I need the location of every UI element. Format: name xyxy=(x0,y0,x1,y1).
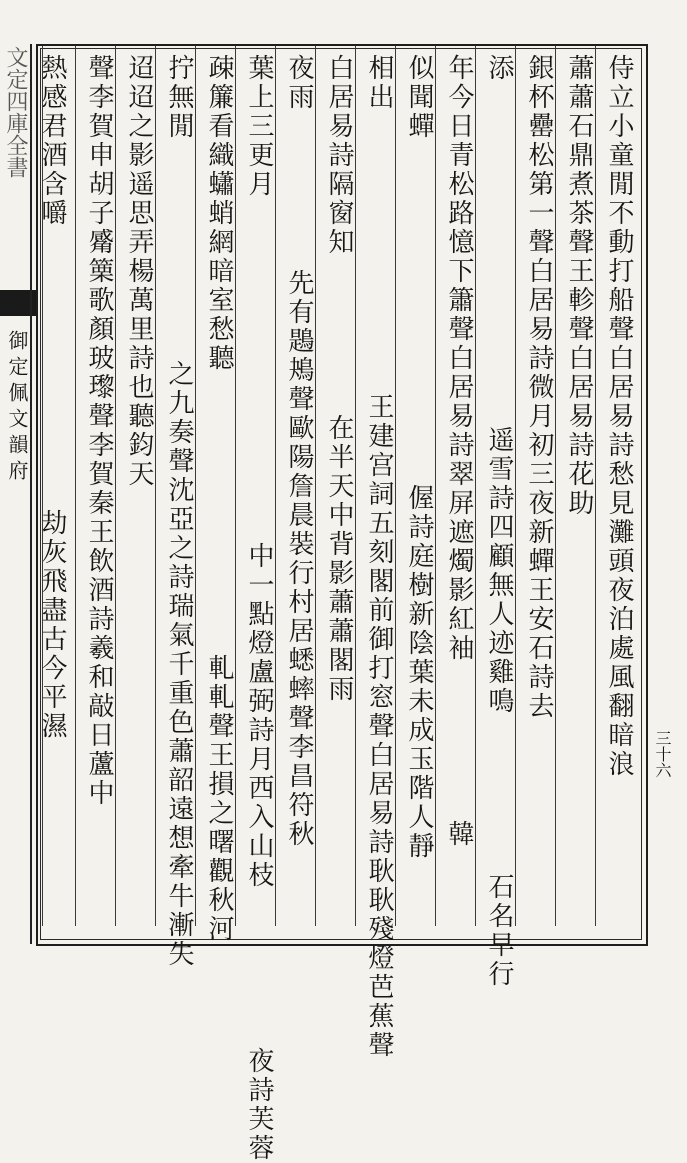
text-column-2: 蕭蕭石鼎煮茶聲王軫聲白居易詩花助 xyxy=(555,46,602,926)
page-number: 三十六 xyxy=(653,730,672,778)
text-column-10: 葉上三更月 中一點燈盧弼詩月西入山枝 夜詩芙蓉 xyxy=(235,46,282,926)
text-column-8: 白居易詩隔窗知 在半天中背影蕭蕭閣雨 xyxy=(315,46,362,926)
text-column-3: 銀杯罍松第一聲白居易詩微月初三夜新蟬王安石詩去 xyxy=(515,46,562,926)
book-title-spine: 御定佩文韻府 xyxy=(5,330,29,486)
text-column-15: 熱感君酒含嚼 劫灰飛盡古今平濕 xyxy=(42,46,75,926)
text-column-5: 年今日青松路憶下簫聲白居易詩翠屏遮燭影紅袖 韓 xyxy=(435,46,482,926)
text-column-4: 添 遥雪詩四顧無人迹雞鳴 石名早行 xyxy=(475,46,522,926)
text-column-7: 相出 王建宫詞五刻閣前御打窓聲白居易詩耿耿殘燈芭蕉聲 xyxy=(355,46,402,926)
text-column-1: 侍立小童閒不動打船聲白居易詩愁見灘頭夜泊處風翻暗浪 xyxy=(595,46,642,926)
text-column-9: 夜雨 先有鶗鴂聲歐陽詹晨裝行村居蟋蟀聲李昌符秋 xyxy=(275,46,322,926)
text-column-11: 疎簾看織蠨蛸網暗室愁聽 軋軋聲王損之曙觀秋河 xyxy=(195,46,242,926)
text-column-6: 似聞蟬 偓詩庭樹新陰葉未成玉階人靜 xyxy=(395,46,442,926)
text-column-14: 聲李賀申胡子觱篥歌顏玻瓈聲李賀秦王飲酒詩羲和敲日蘆中 xyxy=(75,46,122,926)
library-header: 文定四庫全書 xyxy=(3,46,28,178)
text-column-12: 拧無閒 之九奏聲沈亞之詩瑞氣千重色蕭韶遠想牽牛漸失 xyxy=(155,46,202,926)
text-column-13: 迢迢之影遥思弄楊萬里詩也聽鈞天 xyxy=(115,46,162,926)
